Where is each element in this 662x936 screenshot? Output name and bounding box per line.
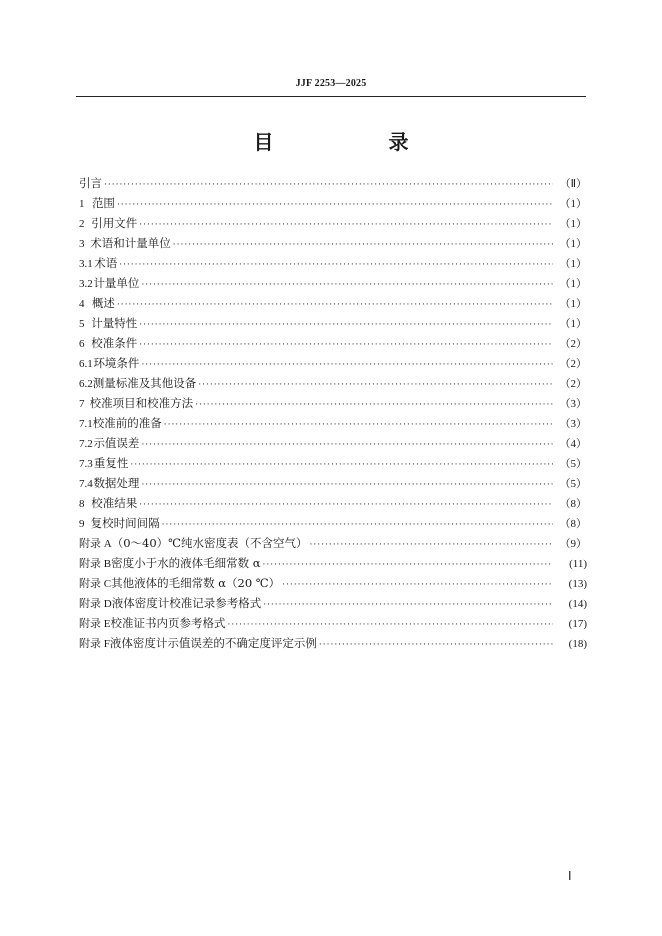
toc-entry-label: 其他液体的毛细常数 α（20 ℃） <box>111 576 281 590</box>
toc-entry-number: 8 <box>79 498 85 510</box>
toc-entry-page: （2） <box>559 378 587 390</box>
toc-entry-page: （1） <box>559 258 587 270</box>
toc-entry-label: 术语和计量单位 <box>90 236 171 250</box>
toc-entry-number: 6.1 <box>79 358 93 370</box>
toc-entry-page: (14) <box>568 598 587 610</box>
toc-entry-page: （8） <box>559 518 587 530</box>
toc-entry[interactable] <box>79 433 587 453</box>
toc-entry-number: 7 <box>79 398 85 410</box>
toc-entry-page: （2） <box>559 338 587 350</box>
toc-dot-leader <box>139 215 553 235</box>
toc-entry-number: 2 <box>79 218 85 230</box>
toc-dot-leader <box>282 575 553 595</box>
toc-entry[interactable] <box>79 413 587 433</box>
toc-entry[interactable] <box>79 473 587 493</box>
toc-entry-number: 3 <box>79 238 85 250</box>
toc-entry[interactable] <box>79 613 587 633</box>
table-of-contents <box>79 173 587 653</box>
toc-entry-number: 3.1 <box>79 258 93 270</box>
toc-dot-leader <box>195 395 553 415</box>
toc-entry-page: （1） <box>559 238 587 250</box>
toc-entry[interactable] <box>79 453 587 473</box>
toc-dot-leader <box>141 355 553 375</box>
toc-entry-page: （1） <box>559 278 587 290</box>
toc-entry-page: (17) <box>568 618 587 630</box>
toc-entry-label: 数据处理 <box>93 476 140 490</box>
toc-entry-label: 校准项目和校准方法 <box>89 396 194 410</box>
toc-entry-label: 范围 <box>91 196 115 210</box>
toc-dot-leader <box>263 555 553 575</box>
toc-entry[interactable] <box>79 373 587 393</box>
toc-entry-number: 7.4 <box>79 478 93 490</box>
toc-dot-leader <box>139 335 553 355</box>
toc-entry[interactable] <box>79 513 587 533</box>
toc-entry-label: 重复性 <box>93 456 129 470</box>
toc-dot-leader <box>117 295 553 315</box>
toc-entry-number: 7.1 <box>79 418 93 430</box>
page-number: Ⅰ <box>568 869 572 883</box>
toc-entry-page: （3） <box>559 418 587 430</box>
toc-entry-label: 术语 <box>94 256 118 270</box>
toc-dot-leader <box>141 435 553 455</box>
toc-entry[interactable] <box>79 573 587 593</box>
toc-entry-page: (13) <box>568 578 587 590</box>
toc-entry-number: 附录 D <box>79 598 112 610</box>
toc-entry-label: 示值误差 <box>93 436 140 450</box>
toc-entry[interactable] <box>79 553 587 573</box>
toc-entry-page: （1） <box>559 318 587 330</box>
toc-entry-label: 校准结果 <box>91 496 138 510</box>
toc-entry-label: 环境条件 <box>93 356 140 370</box>
toc-entry-number: 9 <box>79 518 85 530</box>
toc-entry-page: （2） <box>559 358 587 370</box>
toc-entry[interactable] <box>79 173 587 193</box>
toc-entry-number: 5 <box>79 318 85 330</box>
toc-entry-number: 4 <box>79 298 85 310</box>
toc-entry-number: 附录 B <box>79 558 112 570</box>
toc-entry-label: 校准前的准备 <box>92 416 162 430</box>
toc-entry[interactable] <box>79 633 587 653</box>
toc-dot-leader <box>117 195 553 215</box>
toc-entry[interactable] <box>79 533 587 553</box>
toc-dot-leader <box>319 635 553 655</box>
toc-entry[interactable] <box>79 253 587 273</box>
toc-dot-leader <box>310 535 553 555</box>
toc-entry-page: （5） <box>559 458 587 470</box>
toc-entry-page: （3） <box>559 398 587 410</box>
toc-entry-page: （8） <box>559 498 587 510</box>
toc-entry-number: 附录 E <box>79 618 111 630</box>
toc-dot-leader <box>141 475 553 495</box>
toc-dot-leader <box>164 415 553 435</box>
toc-entry[interactable] <box>79 233 587 253</box>
toc-entry[interactable] <box>79 333 587 353</box>
toc-entry-label: 引用文件 <box>91 216 138 230</box>
toc-dot-leader <box>130 455 553 475</box>
toc-entry[interactable] <box>79 293 587 313</box>
toc-entry-number: 1 <box>79 198 85 210</box>
toc-entry-number: 附录 C <box>79 578 112 590</box>
page-title: 目 录 <box>253 130 445 154</box>
toc-entry-page: （1） <box>559 298 587 310</box>
toc-entry[interactable] <box>79 273 587 293</box>
toc-entry-label: 引言 <box>79 176 102 190</box>
toc-dot-leader <box>198 375 553 395</box>
toc-dot-leader <box>227 615 553 635</box>
toc-dot-leader <box>139 495 553 515</box>
toc-entry-number: 7.3 <box>79 458 93 470</box>
toc-entry-label: 校准条件 <box>91 336 138 350</box>
toc-entry[interactable] <box>79 493 587 513</box>
toc-entry-label: 计量特性 <box>91 316 138 330</box>
toc-entry[interactable] <box>79 393 587 413</box>
toc-entry-page: （4） <box>559 438 587 450</box>
toc-entry-label: 密度小于水的液体毛细常数 α <box>111 556 261 570</box>
toc-dot-leader <box>141 275 553 295</box>
toc-entry[interactable] <box>79 213 587 233</box>
document-code-header: JJF 2253—2025 <box>295 78 367 89</box>
toc-dot-leader <box>104 175 553 195</box>
toc-entry-label: 计量单位 <box>93 276 140 290</box>
toc-entry-label: 液体密度计示值误差的不确定度评定示例 <box>109 636 317 650</box>
toc-entry-page: （9） <box>559 538 587 550</box>
toc-dot-leader <box>139 315 553 335</box>
toc-entry-page: （Ⅱ） <box>559 178 587 190</box>
toc-entry-label: 复校时间间隔 <box>90 516 160 530</box>
toc-entry-number: 7.2 <box>79 438 93 450</box>
toc-dot-leader <box>263 595 553 615</box>
toc-entry-page: （1） <box>559 218 587 230</box>
header-rule <box>76 96 586 97</box>
toc-entry-label: 校准证书内页参考格式 <box>110 616 226 630</box>
toc-dot-leader <box>162 515 553 535</box>
toc-entry-page: (18) <box>568 638 587 650</box>
toc-entry-label: （0～40）℃纯水密度表（不含空气） <box>111 536 308 550</box>
toc-entry-number: 附录 F <box>79 638 110 650</box>
toc-entry-page: （5） <box>559 478 587 490</box>
toc-entry-number: 附录 A <box>79 538 112 550</box>
toc-entry[interactable] <box>79 593 587 613</box>
toc-entry[interactable] <box>79 193 587 213</box>
toc-dot-leader <box>173 235 553 255</box>
toc-entry-number: 3.2 <box>79 278 93 290</box>
toc-entry[interactable] <box>79 353 587 373</box>
toc-entry[interactable] <box>79 313 587 333</box>
toc-entry-label: 液体密度计校准记录参考格式 <box>111 596 262 610</box>
toc-dot-leader <box>119 255 553 275</box>
toc-entry-label: 测量标准及其他设备 <box>92 376 197 390</box>
toc-entry-label: 概述 <box>91 296 115 310</box>
toc-entry-page: (11) <box>569 558 587 570</box>
toc-entry-number: 6 <box>79 338 85 350</box>
toc-entry-page: （1） <box>559 198 587 210</box>
toc-entry-number: 6.2 <box>79 378 93 390</box>
